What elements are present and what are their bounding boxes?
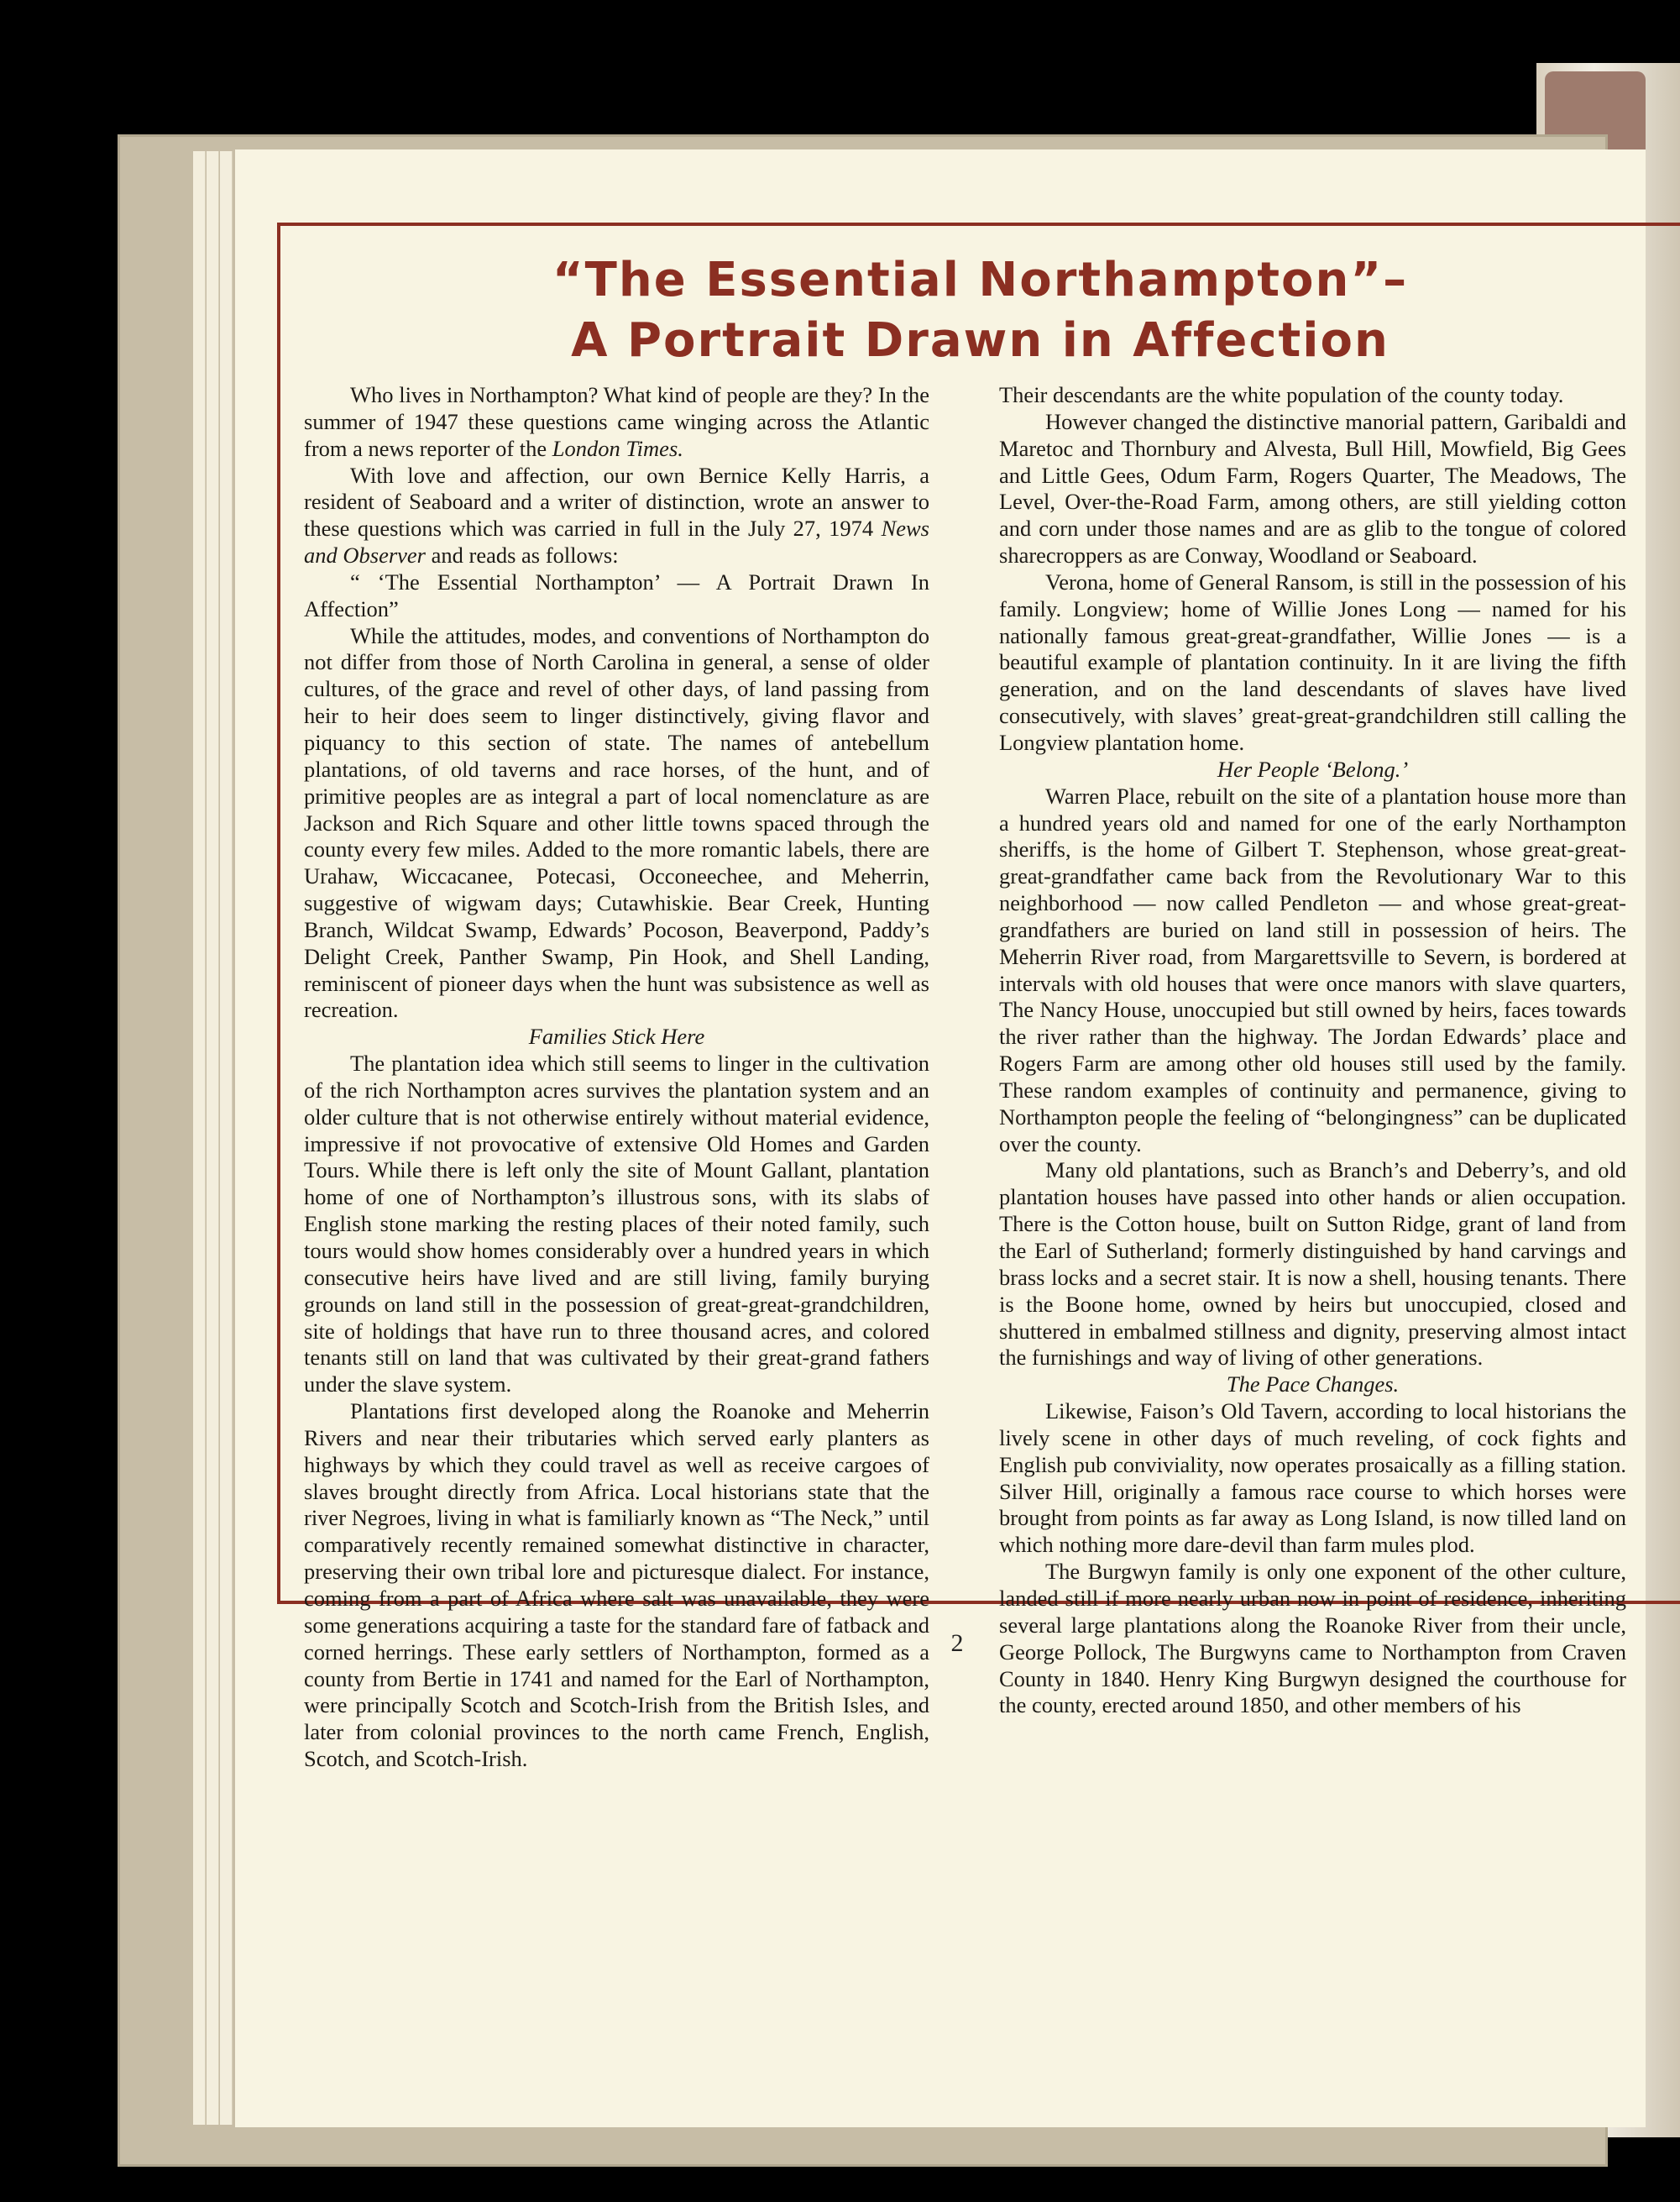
page-edge <box>193 151 206 2125</box>
paragraph: Likewise, Faison’s Old Tavern, according to local historians the lively scene in other days of much reveling, of cock fights and English pub conviviality, now operates prosaically as a filling station. Silver Hill, originally a famous race course to which horses were brought from points as far away as Long Island, is now tilled land on which nothing more dare-devil than farm mules plod. <box>999 1398 1626 1558</box>
article-title-line-2: A Portrait Drawn in Affection <box>571 313 1390 368</box>
publication-name: London Times. <box>552 435 683 461</box>
section-subheading: Families Stick Here <box>528 1024 705 1050</box>
paragraph <box>304 463 929 569</box>
right-column <box>999 382 1626 1719</box>
page-number: 2 <box>950 1629 964 1657</box>
article-title <box>277 250 1680 371</box>
paragraph: However changed the distinctive manorial pattern, Garibaldi and Maretoc and Thornbury and Alvesta, Bull Hill, Mowfield, Big Gees and Little Gees, Odum Farm, Rogers Quarter, The Meadows, The Level, Over-the-Road Farm, among others, are still yielding cotton and corn under those names and are as glib to the tongue of colored sharecroppers as are Conway, Woodland or Seaboard. <box>999 408 1626 569</box>
left-column <box>304 382 929 1773</box>
paragraph: “ ‘The Essential Northampton’ — A Portrait Drawn In Affection” <box>304 569 929 621</box>
paragraph: The plantation idea which still seems to linger in the cultivation of the rich Northampton acres survives the plantation system and an older culture that is not otherwise entirely without material evidence, impressive if not provocative of extensive Old Homes and Garden Tours. While there is left only the site of Mount Gallant, plantation home of one of Northampton’s illustrous sons, with its slabs of English stone marking the resting places of their noted family, such tours would show homes considerably over a hundred years in which consecutive heirs have lived and are still living, family burying grounds on land still in the possession of great-great-grandchildren, site of holdings that have run to three thousand acres, and colored tenants still on land that was cultivated by their great-grand fathers under the slave system. <box>304 1051 929 1397</box>
paragraph-text: With love and affection, our own Bernice Kelly Harris, a resident of Seaboard and a writer of distinction, wrote an answer to these questions which was carried in full in the July 27, 1974 <box>304 462 929 542</box>
paragraph-text: and reads as follows: <box>426 543 619 569</box>
paragraph: Plantations first developed along the Roanoke and Meherrin Rivers and near their tributaries which served early planters as highways by which they could travel as well as receive cargoes of slaves brought directly from Africa. Local historians state that the river Negroes, living in what is familiarly known as “The Neck,” until comparatively recently remained somewhat distinctive in character, preserving their own tribal lore and picturesque dialect. For instance, coming from a part of Africa where salt was unavailable, they were some generations acquiring a taste for the standard fare of fatback and corned herrings. These early settlers of Northampton, formed as a county from Bertie in 1741 and named for the Earl of Northampton, were principally Scotch and Scotch-Irish from the British Isles, and later from colonial provinces to the north came French, English, Scotch, and Scotch-Irish. <box>304 1398 929 1772</box>
paragraph-text: Who lives in Northampton? What kind of people are they? In the summer of 1947 these questions came winging across the Atlantic from a news reporter of the <box>304 382 929 461</box>
paragraph: Verona, home of General Ransom, is still in the possession of his family. Longview; home of Willie Jones Long — named for his nationally famous great-great-grandfather, Willie Jones — is a beautiful example of plantation continuity. In it are living the fifth generation, and on the land descendants of slaves have lived consecutively, with slaves’ great-great-grandchildren still calling the Longview plantation home. <box>999 569 1626 755</box>
page-edge <box>207 151 219 2125</box>
paragraph: The Burgwyn family is only one exponent of the other culture, landed still if more nearly urban now in point of residence, inheriting several large plantations along the Roanoke River from their uncle, George Pollock, The Burgwyns came to Northampton from Craven County in 1840. Henry King Burgwyn designed the courthouse for the county, erected around 1850, and other members of his <box>999 1559 1626 1718</box>
section-subheading: The Pace Changes. <box>1226 1371 1400 1397</box>
section-subheading: Her People ‘Belong.’ <box>1217 756 1409 782</box>
paragraph: Warren Place, rebuilt on the site of a plantation house more than a hundred years old and named for one of the early Northampton sheriffs, is the home of Gilbert T. Stephenson, whose great-great-great-grandfather came back from the Revolutionary War to this neighborhood — now called Pendleton — and whose great-great-grandfathers are buried on land still in possession of heirs. The Meherrin River road, from Margarettsville to Severn, is bordered at intervals with old houses that were once manors with slave quarters, The Nancy House, unoccupied but still owned by heirs, faces towards the river rather than the highway. The Jordan Edwards’ place and Rogers Farm are among other old houses still used by the family. These random examples of continuity and permanence, giving to Northampton people the feeling of “belongingness” can be duplicated over the county. <box>999 783 1626 1156</box>
paragraph: Many old plantations, such as Branch’s and Deberry’s, and old plantation houses have passed into other hands or alien occupation. There is the Cotton house, built on Sutton Ridge, grant of land from the Earl of Sutherland; formerly distinguished by hand carvings and brass locks and a secret stair. It is now a shell, housing tenants. There is the Boone home, owned by heirs but unoccupied, closed and shuttered in embalmed stillness and dignity, preserving almost intact the furnishings and way of living of other generations. <box>999 1157 1626 1371</box>
paragraph: Their descendants are the white population of the county today. <box>999 382 1564 407</box>
page-edge <box>220 151 233 2125</box>
paragraph <box>304 382 929 463</box>
publication-name: News and Observer <box>304 516 929 569</box>
article-title-line-1: “The Essential Northampton”– <box>552 253 1409 307</box>
paragraph: While the attitudes, modes, and conventions of Northampton do not differ from those of North Carolina in general, a sense of older cultures, of the grace and revel of other days, of land passing from heir to heir does seem to linger distinctively, giving flavor and piquancy to this section of state. The names of antebellum plantations, of old taverns and race horses, of the hunt, and of primitive peoples are as integral a part of local nomenclature as are Jackson and Rich Square and other little towns spaced through the county every few miles. Added to the more romantic labels, there are Urahaw, Wiccacanee, Potecasi, Occoneechee, and Meherrin, suggestive of wigwam days; Cutawhiskie. Bear Creek, Hunting Branch, Wildcat Swamp, Edwards’ Pocoson, Beaverpond, Paddy’s Delight Creek, Panther Swamp, Pin Hook, and Shell Landing, reminiscent of pioneer days when the hunt was subsistence as well as recreation. <box>304 622 929 1023</box>
